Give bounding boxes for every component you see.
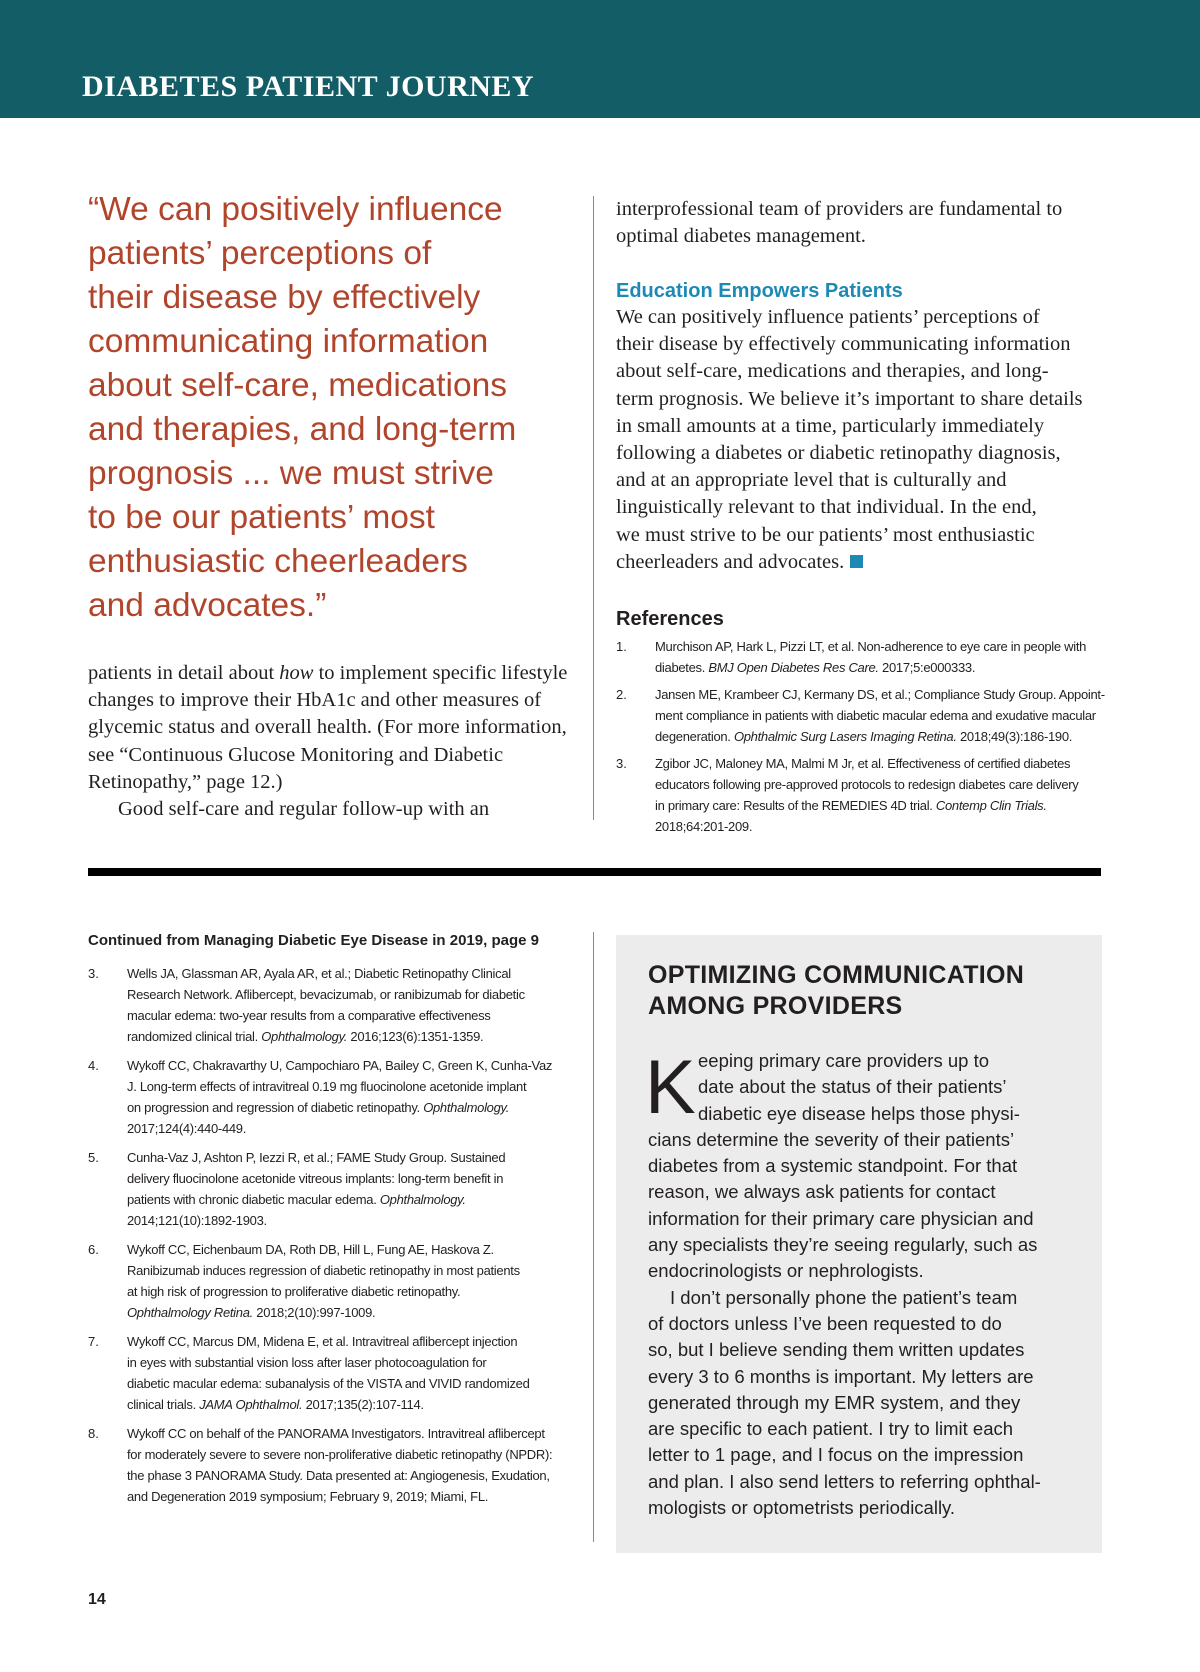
reference-item (616, 636, 1106, 678)
section-divider (88, 868, 1101, 876)
reference-item (88, 1239, 558, 1323)
section-title: DIABETES PATIENT JOURNEY (82, 70, 535, 103)
body-line: of doctors unless I’ve been requested to do (648, 1312, 1002, 1334)
body-line: cheerleaders and advocates. (616, 549, 1096, 576)
body-line: Good self-care and regular follow-up with an (118, 798, 490, 821)
reference-text: Wykoff CC on behalf of the PANORAMA Investigators. Intravitreal aflibercept for moderately severe to severe non-proliferative diabetic retinopathy (NPDR): the phase 3 PANORAMA Study. Data presented at: Angiogenesis, Exudation, and Degeneration 2019 symposium; February 9, 2019; Miami, FL. (127, 1426, 553, 1504)
reference-item (616, 684, 1106, 747)
reference-item (88, 1055, 558, 1139)
reference-text: Zgibor JC, Maloney MA, Malmi M Jr, et al. Effectiveness of certified diabetes educators following pre-approved protocols to redesign diabetes care delivery in primary care: Results of the REMEDIES 4D trial. Contemp Clin Trials. 2018;64:201-209. (655, 756, 1079, 834)
page-number: 14 (88, 1591, 106, 1608)
pull-quote (88, 188, 568, 628)
reference-number: 7. (88, 1334, 99, 1349)
reference-number: 2. (616, 687, 627, 702)
sidebar-body (648, 1048, 1098, 1521)
body-line: information for their primary care physician and (648, 1207, 1034, 1229)
body-line: so, but I believe sending them written updates (648, 1339, 1025, 1361)
reference-text: Murchison AP, Hark L, Pizzi LT, et al. Non-adherence to eye care in people with diabetes. BMJ Open Diabetes Res Care. 2017;5:e000333. (655, 639, 1087, 675)
references-heading: References (616, 608, 724, 630)
body-line: term prognosis. We believe it’s important to share details (616, 387, 1083, 410)
left-body-paragraph (88, 660, 578, 823)
reference-item (616, 753, 1106, 837)
body-line: about self-care, medications and therapies, and long- (616, 360, 1049, 383)
sidebar-title: OPTIMIZING COMMUNICATION AMONG PROVIDERS (648, 961, 1025, 1020)
pull-quote-line: and therapies, and long-term (88, 411, 517, 448)
body-line: in small amounts at a time, particularly immediately (616, 414, 1045, 437)
body-line: are specific to each patient. I try to limit each (648, 1418, 1014, 1440)
reference-number: 3. (616, 756, 627, 771)
body-line: diabetic eye disease helps those physi- (698, 1102, 1020, 1124)
pull-quote-line: enthusiastic cheerleaders (88, 543, 468, 580)
body-line: diabetes from a systemic standpoint. For that (648, 1155, 1018, 1177)
reference-number: 5. (88, 1150, 99, 1165)
body-line: we must strive to be our patients’ most enthusiastic (616, 523, 1035, 546)
end-of-article-mark-icon (850, 555, 863, 568)
pull-quote-line: their disease by effectively (88, 279, 481, 316)
pull-quote-line: “We can positively influence (88, 191, 503, 228)
reference-item (88, 963, 558, 1047)
body-line: changes to improve their HbA1c and other measures of (88, 689, 542, 712)
body-line: patients in detail about how to implement specific lifestyle (88, 662, 568, 684)
reference-text: Wells JA, Glassman AR, Ayala AR, et al.; Diabetic Retinopathy Clinical Research Network. Aflibercept, bevacizumab, or ranibizumab for diabetic macular edema: two-year results from a comparative effectiveness randomized clinical trial. Ophthalmology. 2016;123(6):1351-1359. (127, 966, 525, 1044)
reference-number: 1. (616, 639, 627, 654)
reference-item (88, 1147, 558, 1231)
education-heading: Education Empowers Patients (616, 280, 903, 302)
column-divider (593, 932, 594, 1542)
body-line: and plan. I also send letters to referring ophthal- (648, 1470, 1041, 1492)
body-line: following a diabetes or diabetic retinopathy diagnosis, (616, 442, 1061, 465)
body-line: glycemic status and overall health. (For more information, (88, 716, 567, 739)
education-paragraph (616, 304, 1096, 576)
reference-number: 4. (88, 1058, 99, 1073)
column-divider (593, 196, 594, 820)
body-line: cians determine the severity of their patients’ (648, 1128, 1015, 1150)
body-line: date about the status of their patients’ (698, 1076, 1007, 1098)
body-line: every 3 to 6 months is important. My letters are (648, 1365, 1034, 1387)
body-line: optimal diabetes management. (616, 225, 866, 248)
reference-text: Jansen ME, Krambeer CJ, Kermany DS, et al.; Compliance Study Group. Appoint- ment compliance in patients with diabetic macular edema and exudative macular degeneration. Ophthalmic Surg Lasers Imaging Retina. 2018;49(3):186-190. (655, 687, 1105, 744)
reference-item (88, 1331, 558, 1415)
body-line: reason, we always ask patients for contact (648, 1181, 996, 1203)
reference-text: Wykoff CC, Chakravarthy U, Campochiaro PA, Bailey C, Green K, Cunha-Vaz J. Long-term effects of intravitreal 0.19 mg fluocinolone acetonide implant on progression and regression of diabetic retinopathy. Ophthalmology. 2017;124(4):440-449. (127, 1058, 553, 1136)
body-line: see “Continuous Glucose Monitoring and Diabetic (88, 743, 504, 766)
body-line: any specialists they’re seeing regularly, such as (648, 1234, 1038, 1256)
pull-quote-line: to be our patients’ most (88, 499, 435, 536)
body-line: generated through my EMR system, and they (648, 1391, 1021, 1413)
drop-cap: K (645, 1045, 696, 1130)
reference-item (88, 1423, 558, 1507)
reference-number: 3. (88, 966, 99, 981)
reference-text: Cunha-Vaz J, Ashton P, Iezzi R, et al.; FAME Study Group. Sustained delivery fluocinolone acetonide vitreous implants: long-term benefit in patients with chronic diabetic macular edema. Ophthalmology. 2014;121(10):1892-1903. (127, 1150, 506, 1228)
body-line: interprofessional team of providers are fundamental to (616, 198, 1063, 220)
body-line: letter to 1 page, and I focus on the impression (648, 1444, 1024, 1466)
pull-quote-line: patients’ perceptions of (88, 235, 432, 272)
pull-quote-line: and advocates.” (88, 587, 327, 624)
reference-text: Wykoff CC, Eichenbaum DA, Roth DB, Hill L, Fung AE, Haskova Z. Ranibizumab induces regression of diabetic retinopathy in most patients at high risk of progression to proliferative diabetic retinopathy. Ophthalmology Retina. 2018;2(10):997-1009. (127, 1242, 520, 1320)
body-line: and at an appropriate level that is culturally and (616, 469, 1007, 492)
pull-quote-line: about self-care, medications (88, 367, 507, 404)
reference-number: 8. (88, 1426, 99, 1441)
right-body-continuation (616, 196, 1086, 250)
body-line: We can positively influence patients’ perceptions of (616, 306, 1040, 328)
body-line: their disease by effectively communicating information (616, 333, 1071, 356)
body-line: I don’t personally phone the patient’s team (670, 1286, 1018, 1308)
body-line: eeping primary care providers up to (698, 1050, 990, 1071)
references-list (616, 636, 1106, 843)
body-line: linguistically relevant to that individual. In the end, (616, 496, 1037, 519)
header-band (0, 0, 1200, 118)
reference-text: Wykoff CC, Marcus DM, Midena E, et al. Intravitreal aflibercept injection in eyes with substantial vision loss after laser photocoagulation for diabetic macular edema: subanalysis of the VISTA and VIVID randomized clinical trials. JAMA Ophthalmol. 2017;135(2):107-114. (127, 1334, 530, 1412)
continued-references-list (88, 963, 558, 1515)
continued-heading: Continued from Managing Diabetic Eye Disease in 2019, page 9 (88, 932, 539, 949)
pull-quote-line: prognosis ... we must strive (88, 455, 494, 492)
pull-quote-line: communicating information (88, 323, 489, 360)
body-line: mologists or optometrists periodically. (648, 1497, 956, 1519)
body-line: endocrinologists or nephrologists. (648, 1260, 924, 1282)
reference-number: 6. (88, 1242, 99, 1257)
body-line: Retinopathy,” page 12.) (88, 770, 283, 793)
